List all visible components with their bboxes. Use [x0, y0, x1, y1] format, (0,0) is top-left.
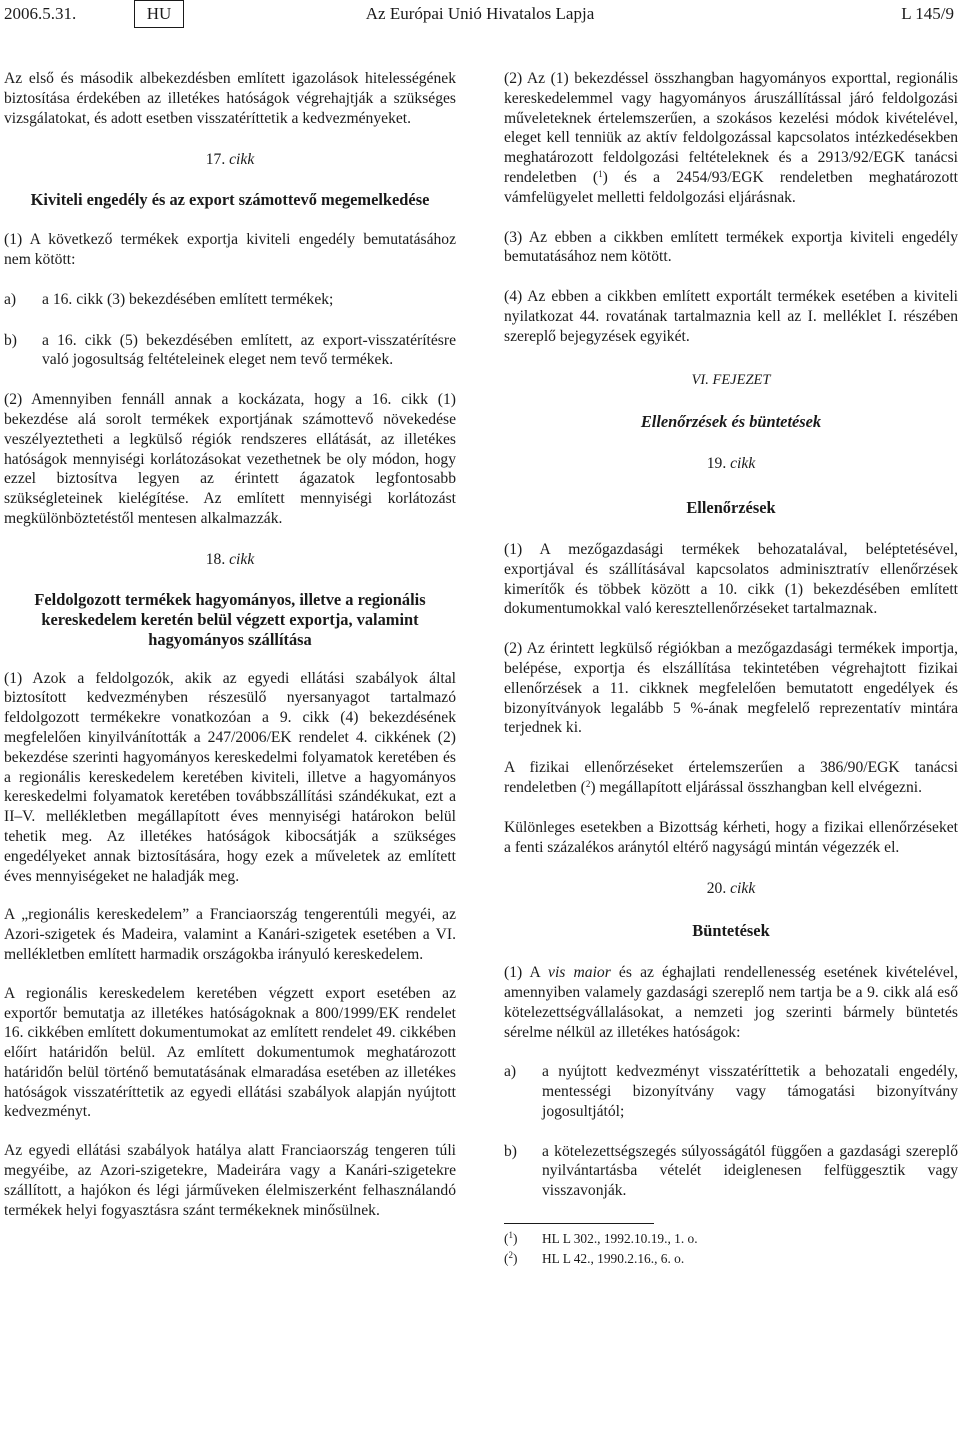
article-18-heading [4, 550, 456, 570]
article-17-paragraph-2: (2) Amennyiben fennáll annak a kockázata, hogy a 16. cikk (1) bekezdése alá sorolt termékek exportjának számottevő növekedése veszélyeztetheti a legkülső régiók rendszeres ellátását, az illetékes hatóságok mennyiségi korlátozásokat vezethetnek be oly módon, hogy ezzel biztosítva legyen az érintett ágazatok legfontosabb szükségleteinek kielégítése. Az említett mennyiségi korlátozást megkülönböztetéstől mentesen alkalmazzák. [4, 391, 456, 527]
footnote-1 [504, 1230, 958, 1248]
article-word: cikk [229, 550, 255, 568]
list-item-text: a 16. cikk (3) bekezdésében említett termékek; [42, 290, 334, 308]
article-19-paragraph-3 [504, 758, 958, 798]
article-20-title: Büntetések [692, 921, 770, 941]
article-20-heading [504, 879, 958, 899]
footnote-label [504, 1230, 542, 1248]
right-column [504, 69, 958, 1268]
article-17-paragraph-1: (1) A következő termékek exportja kiviteli engedély bemutatásához nem kötött: [4, 231, 456, 268]
list-item-text: a 16. cikk (5) bekezdésében említett, az export-visszatérítésre való jogosultság feltételeinek eleget nem tevő termékek. [42, 331, 456, 369]
footnote-text: HL L 42., 1990.2.16., 6. o. [542, 1251, 685, 1267]
list-item-label: b) [4, 331, 17, 349]
footnote-number: 1 [508, 1230, 513, 1241]
article-18-paragraph-6: (3) Az ebben a cikkben említett termékek exportja kiviteli engedély bemutatásához nem kötött. [504, 228, 958, 266]
article-19-title: Ellenőrzések [686, 497, 776, 517]
paragraph-text: (2) Az (1) bekezdéssel összhangban hagyományos exporttal, regionális kereskedelemmel vagy hagyományos áruszállítással járó feldolgozási műveleteknek értelemszerűen, a szokásos kezelési módok kivételével, eleget kell tenniük az aktív feldolgozással kapcsolatos intézkedésekben meghatározott feldolgozási feltételeknek és a 2913/92/EGK tanácsi rendeletben ( [504, 70, 958, 186]
list-item-a [504, 1062, 958, 1121]
article-19-paragraph-2: (2) Az érintett legkülső régiókban a mezőgazdasági termékek importja, belépése, exportja és elszállítása tekintetében végrehajtott fizikai ellenőrzések a 11. cikknek megfelelően bemutatott engedélyek és bizonyítványok legalább 5 %-ának megfelelő reprezentatív mintára terjednek ki. [504, 640, 958, 737]
article-18-paragraph-5 [504, 69, 958, 208]
journal-title: Az Európai Unió Hivatalos Lapja [365, 4, 595, 23]
list-item-label: a) [504, 1063, 517, 1081]
article-word: cikk [730, 880, 756, 898]
article-18-paragraph-3: A regionális kereskedelem keretében végzett export esetében az exportőr bemutatja az illetékes hatóságoknak a 800/1999/EK rendelet 16. cikkében említett dokumentumokat az említett rendelet 49. cikkében előírt határidőn belül. Az említett dokumentumok meghatározott határidőn belül történő bemutatásának elmaradása esetében az illetékes hatóságok visszatéríttetik az egyedi ellátási szabályok alapján nyújtott kedvezményt. [4, 984, 456, 1121]
paragraph-text: A fizikai ellenőrzéseket értelemszerűen a 386/90/EGK tanácsi rendeletben ( [504, 759, 958, 796]
paren: ) [512, 1251, 518, 1267]
article-18-paragraph-1: (1) Azok a feldolgozók, akik az egyedi ellátási szabályok által biztosított kedvezményben részesülő nyersanyagot tartalmazó feldolgozott termékekre vonatkozóan a 9. cikk (4) bekezdésének megfelelően kinyilvánították a 247/2006/EK rendelet 4. cikkének (2) bekezdése szerinti hagyományos kereskedelmi folyamatok keretében és a regionális kereskedelem keretében kiviteli, illetve a hagyományos kereskedelmi folyamatok keretében továbbszállítási szándékukat, ezt a II–V. mellékletben megállapított éves mennyiségi határokon belül tehetik meg. Az illetékes hatóságok kibocsátják a szükséges engedélyeket annak biztosítására, hogy ezek a műveletek az említett éves mennyiségeket ne haladják meg. [4, 669, 456, 885]
article-18-paragraph-7: (4) Az ebben a cikkben említett exportált termékek esetében a kiviteli nyilatkozat 44. rovatának tartalmaznia kell az I. melléklet I. részében szereplő bejegyzések egyikét. [504, 288, 958, 345]
footnote-marker: 1 [598, 168, 603, 179]
chapter-title: Ellenőrzések és büntetések [640, 412, 822, 432]
footnote-2 [504, 1250, 958, 1268]
chapter-number: VI. FEJEZET [691, 371, 771, 388]
article-17-title: Kiviteli engedély és az export számottevő megemelkedése [30, 190, 430, 210]
article-word: cikk [730, 455, 756, 473]
left-column [4, 69, 456, 1220]
list-item-text: a nyújtott kedvezményt visszatéríttetik a behozatali engedély, mentességi bizonyítvány vagy támogatási bizonyítvány jogosultjától; [542, 1063, 958, 1120]
footnote-number: 2 [508, 1250, 513, 1261]
article-19-heading [504, 454, 958, 474]
article-number: 20. [706, 880, 727, 898]
paragraph-text: ) megállapított eljárással összhangban kell elvégezni. [590, 778, 923, 796]
article-number: 18. [205, 550, 226, 568]
article-number: 19. [706, 455, 727, 473]
article-word: cikk [229, 151, 255, 169]
article-18-paragraph-2: A „regionális kereskedelem” a Franciaország tengerentúli megyéi, az Azori-szigetek és Madeira, valamint a Kanári-szigetek esetében a VI. mellékletben említett harmadik országokba irányuló kereskedelem. [4, 906, 456, 963]
footnote-marker: 2 [585, 778, 591, 789]
article-19-paragraph-1: (1) A mezőgazdasági termékek behozatalával, beléptetésével, exportjával és szállításával kapcsolatos adminisztratív ellenőrzések kimerítők és többek között a 10. cikk (1) bekezdésében említett dokumentumokkal való keresztellenőrzéseket tartalmaznak. [504, 540, 958, 618]
paren: ( [504, 1251, 509, 1267]
list-item-label: b) [504, 1142, 517, 1160]
article-18-paragraph-4: Az egyedi ellátási szabályok hatálya alatt Franciaország tengeren túli megyéibe, az Azori-szigetekre, Madeirára vagy a Kanári-szigetekre szállított, a hajókon és légi járműveken élelmiszerként felhasználandó termékek helyi fogyasztásra szánt termékeknek minősülnek. [4, 1142, 456, 1219]
article-18-title: Feldolgozott termékek hagyományos, illetve a regionális kereskedelem keretén belül végzett exportja, valamint hagyományos szállítása [34, 589, 426, 649]
paragraph-text: és az éghajlati rendellenesség esetének kivételével, amennyiben valamely gazdasági szereplő nem tartja be a 9. cikk alá eső kötelezettségvállalásokat, a nemzeti jog szerinti bármely büntetés sérelme nélkül az illetékes hatóságok: [504, 964, 958, 1041]
list-item-label: a) [4, 290, 17, 308]
footnote-text: HL L 302., 1992.10.19., 1. o. [542, 1231, 698, 1247]
footnote-label [504, 1250, 542, 1268]
list-item-b [4, 331, 456, 371]
article-17-heading [4, 150, 456, 170]
list-item-b [504, 1142, 958, 1201]
footnote-separator [504, 1223, 654, 1224]
italic-term: vis maior [548, 964, 611, 982]
paren: ) [512, 1231, 518, 1247]
page-header [0, 0, 960, 34]
list-item-a [4, 290, 456, 310]
article-20-paragraph-1 [504, 963, 958, 1042]
paragraph-text: ) és a 2454/93/EGK rendeletben meghatározott vámfelügyelet melletti feldolgozási eljárásnak. [504, 168, 959, 206]
article-number: 17. [205, 151, 226, 169]
publication-date: 2006.5.31. [4, 4, 77, 23]
article-19-paragraph-4: Különleges esetekben a Bizottság kérheti, hogy a fizikai ellenőrzéseket a fenti százalékos aránytól eltérő nagyságú mintán végezzék el. [504, 818, 958, 856]
intro-paragraph: Az első és második albekezdésben említett igazolások hitelességének biztosítása érdekében az illetékes hatóságok végrehajtják a szükséges vizsgálatokat, és adott esetben visszatéríttetik a kedvezményeket. [4, 70, 456, 127]
page-number: L 145/9 [901, 4, 954, 23]
paren: ( [504, 1231, 509, 1247]
list-item-text: a kötelezettségszegés súlyosságától függően a gazdasági szereplő nyilvántartásba vételét ideiglenesen felfüggesztik vagy visszavonják. [542, 1142, 958, 1200]
language-code-box: HU [134, 0, 184, 28]
paragraph-text: (1) A [504, 964, 549, 982]
